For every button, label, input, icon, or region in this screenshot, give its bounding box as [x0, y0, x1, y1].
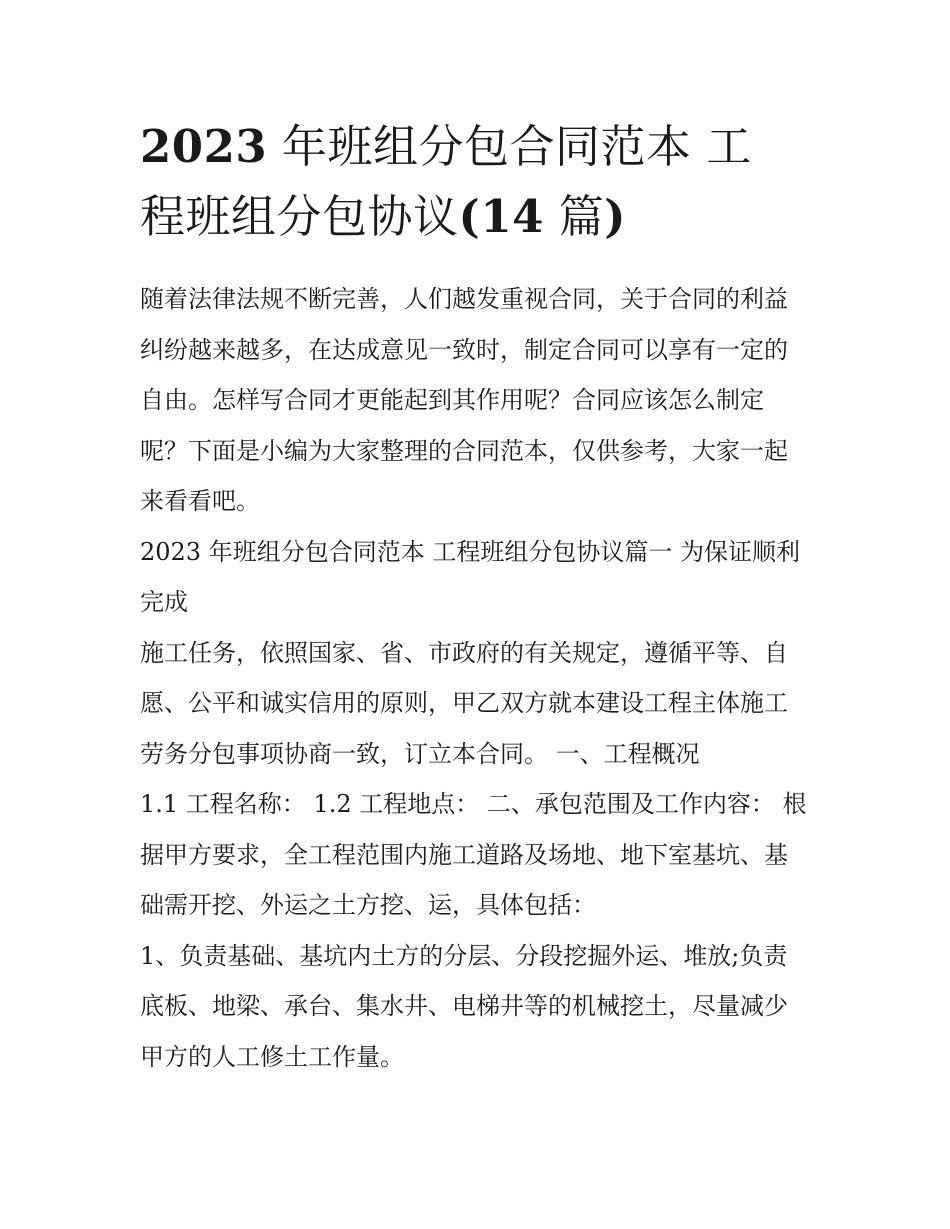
text-line: 1、负责基础、基坑内土方的分层、分段挖掘外运、堆放;负责	[140, 941, 788, 970]
text-line: 呢？下面是小编为大家整理的合同范本，仅供参考，大家一起	[140, 436, 788, 465]
text-line: 劳务分包事项协商一致，订立本合同。 一、工程概况	[140, 739, 700, 768]
document-title	[140, 112, 812, 252]
text-line: 纠纷越来越多，在达成意见一致时，制定合同可以享有一定的	[140, 335, 788, 364]
text-line: 愿、公平和诚实信用的原则，甲乙双方就本建设工程主体施工	[140, 689, 788, 717]
text-line: 自由。怎样写合同才更能起到其作用呢？合同应该怎么制定	[140, 386, 764, 414]
title-line-1: 2023 年班组分包合同范本 工	[140, 120, 752, 173]
section-heading-paragraph	[140, 527, 812, 628]
text-line: 2023 年班组分包合同范本 工程班组分包协议篇一 为保证顺利	[140, 537, 800, 566]
item-1-paragraph	[140, 931, 812, 1083]
title-number: 14	[480, 190, 544, 243]
intro-paragraph	[140, 274, 812, 527]
task-paragraph	[140, 628, 812, 780]
text-line: 随着法律法规不断完善，人们越发重视合同，关于合同的利益	[140, 285, 788, 313]
text-line: 施工任务，依照国家、省、市政府的有关规定，遵循平等、自	[140, 638, 788, 667]
document-body	[140, 274, 812, 1082]
title-number: 2023	[140, 120, 268, 173]
title-number: )	[604, 190, 627, 243]
title-number: (	[458, 190, 481, 243]
text-line: 1.1 工程名称： 1.2 工程地点： 二、承包范围及工作内容： 根	[140, 790, 807, 818]
text-line: 础需开挖、外运之土方挖、运，具体包括：	[140, 891, 596, 919]
text-line: 来看看吧。	[140, 487, 260, 515]
text-line: 底板、地梁、承台、集水井、电梯井等的机械挖土，尽量减少	[140, 992, 788, 1020]
text-line: 甲方的人工修土工作量。	[140, 1042, 404, 1071]
text-line: 据甲方要求，全工程范围内施工道路及场地、地下室基坑、基	[140, 840, 788, 869]
document-page	[140, 112, 812, 1082]
title-line-2: 程班组分包协议(14 篇)	[140, 190, 627, 243]
text-line: 完成	[140, 588, 188, 616]
project-info-paragraph	[140, 779, 812, 931]
